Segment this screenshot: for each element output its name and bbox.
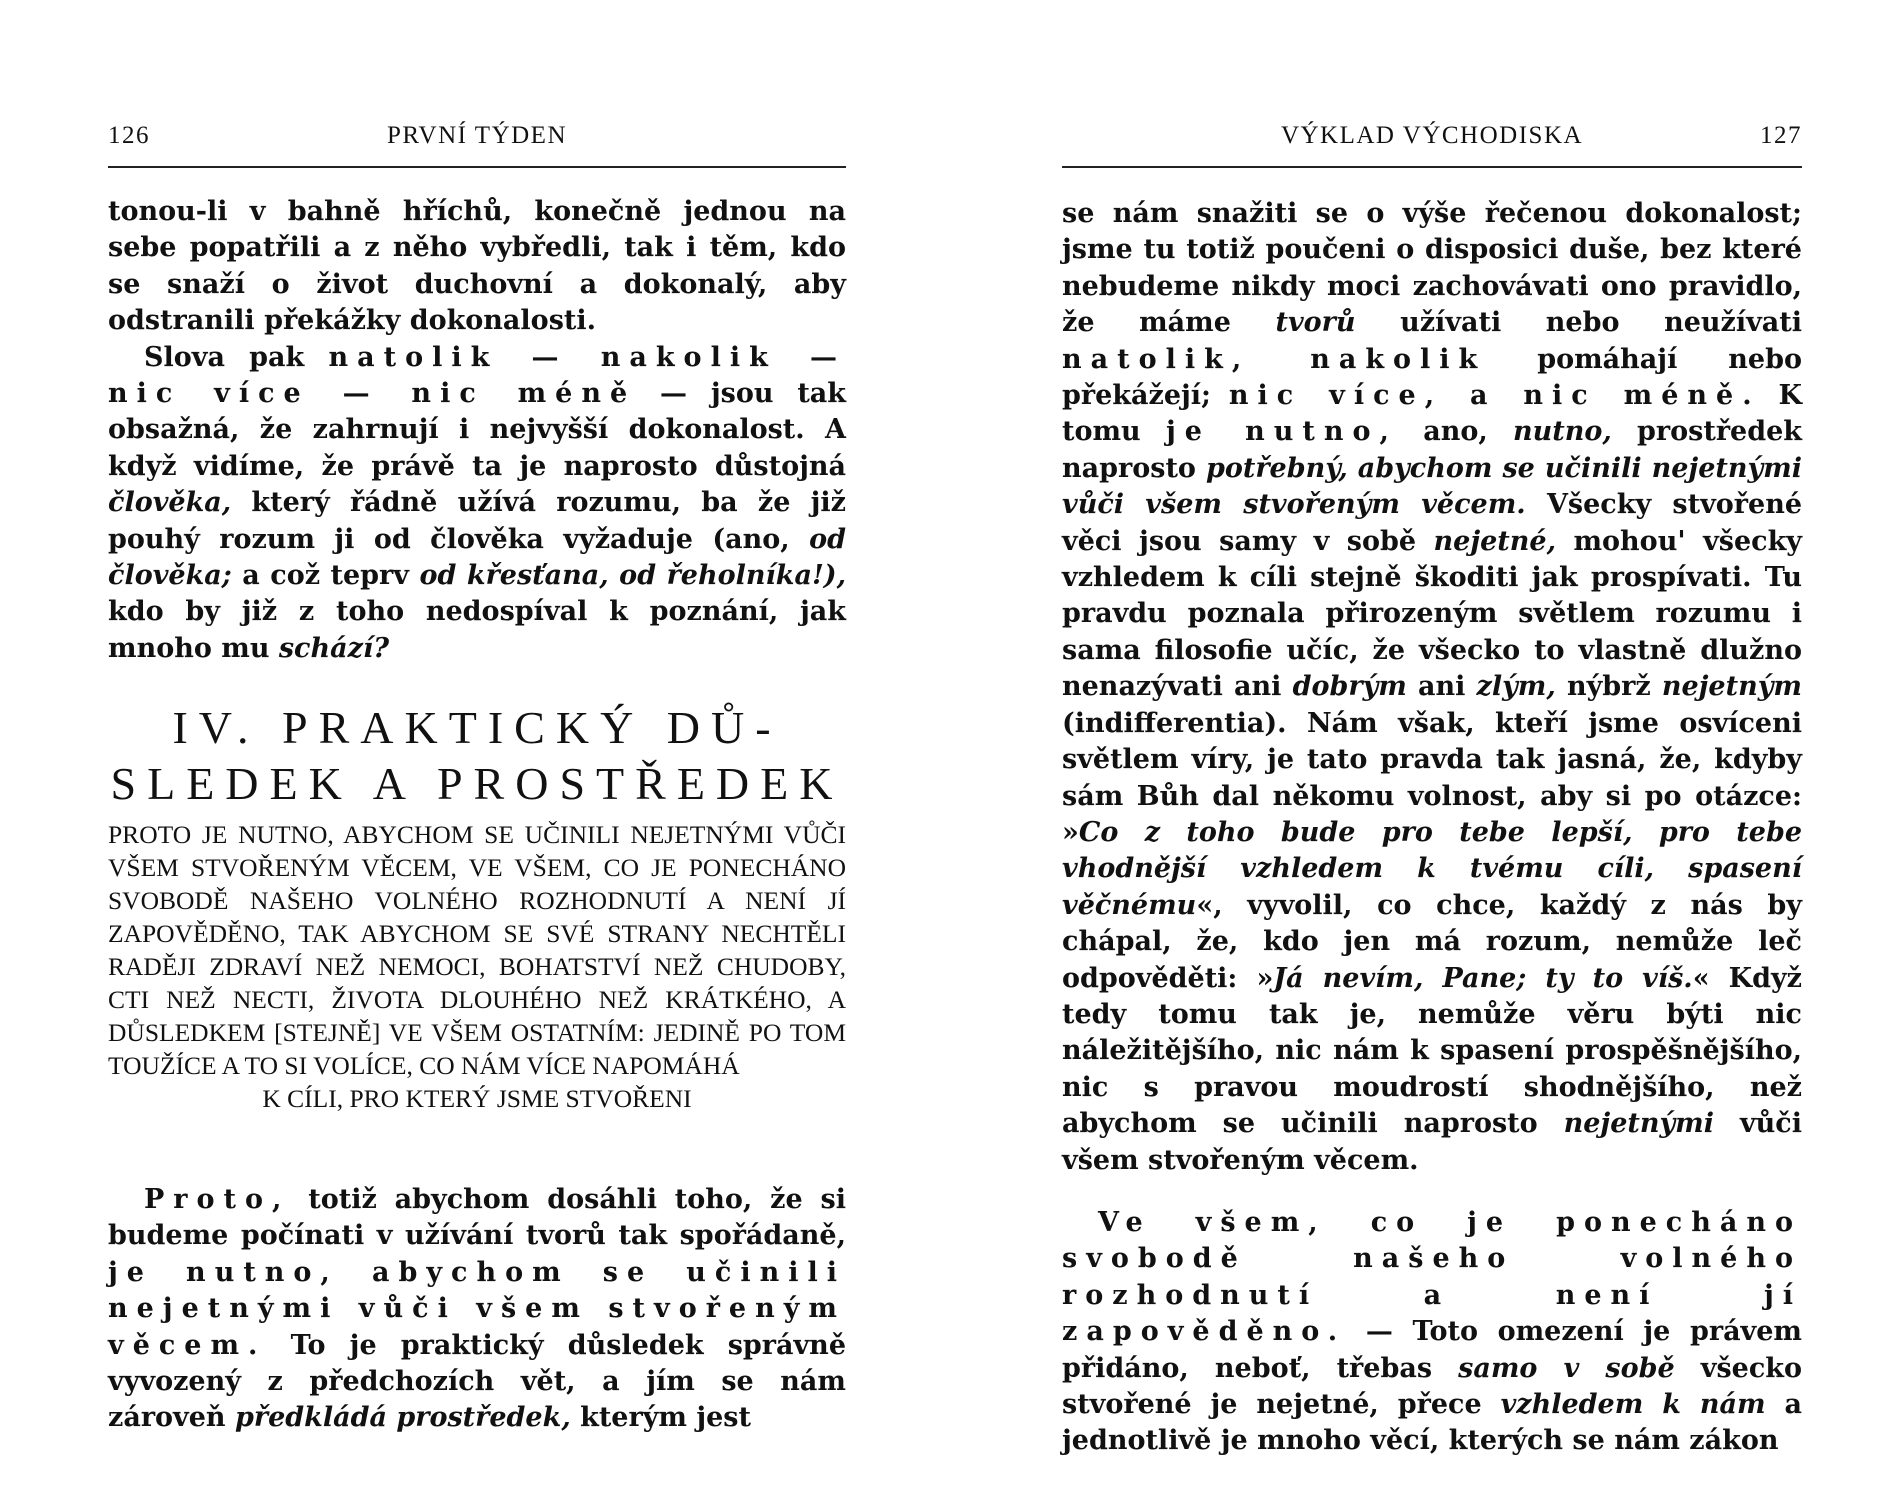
paragraph: tonou-li v bahně hříchů, konečně jednou na sebe popatřili a z něho vybředli, tak i těm, kdo se snaží o život duchovní a dokonalý, aby odstranili překážky dokonalosti. xyxy=(108,196,846,337)
paragraph: Ve všem, co je ponecháno svobodě našeho volného rozhodnutí a není jí zapověděno. — Toto omezení je právem přidáno, neboť, třebas samo v sobě všecko stvořené je nejetné, přece vzhledem k nám a jednotlivě je mnoho věcí, kterých se nám zákon xyxy=(1062,1206,1803,1457)
paragraph: Slova pak natolik — nakolik — nic více — nic méně — jsou tak obsažná, že zahrnují i nejvyšší dokonalost. A když vidíme, že právě ta je naprosto důstojná člověka, který řádně užívá rozumu, ba že již pouhý rozum ji od člověka vyžaduje (ano, od člověka; a což teprv od křesťana, od řeholníka!), kdo by již z toho nedospíval k poznání, jak mnoho mu schází? xyxy=(108,341,847,664)
page-number: 126 xyxy=(108,122,150,149)
italic-emphasis: od člověka; xyxy=(108,523,846,592)
spaced-emphasis: natolik — nakolik — nic více — nic méně xyxy=(108,341,847,410)
section-summary: PROTO JE NUTNO, ABYCHOM SE UČINILI NEJETNÝMI VŮČI VŠEM STVOŘENÝM VĚCEM, VE VŠEM, CO JE PONECHÁNO SVOBODĚ NAŠEHO VOLNÉHO ROZHODNUTÍ A NENÍ JÍ ZAPOVĚDĚNO, TAK ABYCHOM SE SVÉ STRANY NECHTĚLI RADĚJI ZDRAVÍ NEŽ NEMOCI, BOHATSTVÍ NEŽ CHUDOBY, CTI NEŽ NECTI, ŽIVOTA DLOUHÉHO NEŽ KRÁTKÉHO, A DŮSLEDKEM [STEJNĚ] VE VŠEM OSTATNÍM: JEDINĚ PO TOM TOUŽÍCE A TO SI VOLÍCE, CO NÁM VÍCE NAPOMÁHÁ K CÍLI, PRO KTERÝ JSME STVOŘENI xyxy=(108,820,846,1113)
left-page xyxy=(108,0,846,1500)
italic-emphasis: člověka, xyxy=(108,487,232,519)
paragraph: Proto, totiž abychom dosáhli toho, že si budeme počínati v užívání tvorů tak spořádaně, je nutno, abychom se učinili nejetnými vůči všem stvořeným věcem. To je praktický důsledek správně vyvozený z předchozích vět, a jím se nám zároveň předkládá prostředek, kterým jest xyxy=(108,1184,846,1434)
header-rule xyxy=(108,166,846,168)
section-heading: IV. PRAKTICKÝ DŮ- SLEDEK A PROSTŘEDEK xyxy=(110,702,844,809)
page-number: 127 xyxy=(1760,122,1802,149)
body-text xyxy=(1062,196,1802,1460)
running-title: VÝKLAD VÝCHODISKA xyxy=(1280,122,1584,149)
italic-emphasis: předkládá prostředek, xyxy=(234,1402,571,1434)
spaced-emphasis: Ve všem, co je ponecháno svobodě našeho volného rozhodnutí a není jí zapověděno. xyxy=(1062,1206,1802,1348)
italic-emphasis: od křesťana, od řeholníka!), xyxy=(419,560,846,592)
right-page xyxy=(1062,0,1802,1500)
italic-emphasis: schází? xyxy=(278,632,390,664)
spaced-emphasis: je nutno, abychom se učinili nejetnými vůči všem stvořeným věcem. xyxy=(108,1256,846,1361)
spaced-emphasis: Proto, xyxy=(144,1184,291,1215)
running-head xyxy=(108,122,846,156)
running-head xyxy=(1062,122,1802,156)
body-text-bottom xyxy=(108,1182,846,1437)
header-rule xyxy=(1062,166,1802,168)
body-text-top xyxy=(108,194,846,667)
paragraph: se nám snažiti se o výše řečenou dokonalost; jsme tu totiž poučeni o disposici duše, bez které nebudeme nikdy moci zachovávati ono pravidlo, že máme tvorů užívati nebo neužívati natolik, nakolik pomáhají nebo překážejí; nic více, a nic méně. K tomu je nutno, ano, nutno, prostředek naprosto potřebný, abychom se učinili nejetnými vůči všem stvořeným věcem. Všecky stvořené věci jsou samy v sobě nejetné, mohou' všecky vzhledem k cíli stejně škoditi jak prospívati. Tu pravdu poznala přirozeným světlem rozumu i sama filosofie učíc, že všecko to vlastně dlužno nenazývati ani dobrým ani zlým, nýbrž nejetným (indifferentia). Nám však, kteří jsme osvíceni světlem víry, je tato pravda tak jasná, že, kdyby sám Bůh dal někomu volnost, aby si po otázce: »Co z toho bude pro tebe lepší, pro tebe vhodnější vzhledem k tvému cíli, spasení věčnému«, vyvolil, co chce, každý z nás by chápal, že, kdo jen má rozum, nemůže leč odpověděti: »Já nevím, Pane; ty to víš.« Když tedy tomu tak je, nemůže věru býti nic náležitějšího, nic nám k spasení prospěšnějšího, nic s pravou moudrostí shodnějšího, než abychom se učinili naprosto nejetnými vůči všem stvořeným věcem. xyxy=(1062,198,1803,1176)
running-title: PRVNÍ TÝDEN xyxy=(386,122,567,149)
